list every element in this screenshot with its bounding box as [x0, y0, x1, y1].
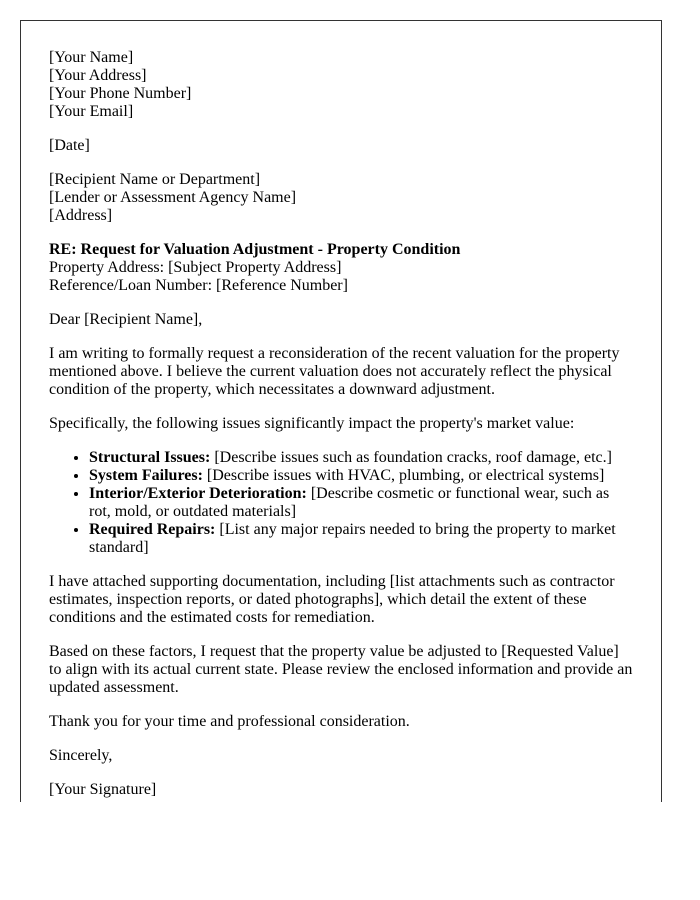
issue-label: Structural Issues:: [89, 449, 211, 466]
issues-lead-paragraph: Specifically, the following issues significantly impact the property's market value:: [49, 415, 575, 432]
documentation-paragraph: I have attached supporting documentation, including [list attachments such as contractor estimates, inspection reports, or dated photographs], which detail the extent of these conditions and the estimated costs for remediation.: [49, 573, 615, 626]
signature: [Your Signature]: [49, 781, 157, 798]
issue-text: [List any major repairs needed to bring the property to market standard]: [89, 521, 616, 556]
issue-item-deterioration: [89, 485, 633, 521]
request-paragraph: Based on these factors, I request that the property value be adjusted to [Requested Value] to align with its actual current state. Please review the enclosed information and provide an updated assessment.: [49, 643, 633, 696]
issue-text: [Describe cosmetic or functional wear, such as rot, mold, or outdated materials]: [89, 485, 610, 520]
salutation: Dear [Recipient Name],: [49, 311, 203, 328]
issue-text: [Describe issues with HVAC, plumbing, or electrical systems]: [202, 467, 605, 484]
sender-address: [Your Address]: [49, 67, 147, 84]
issue-label: Required Repairs:: [89, 521, 216, 538]
issue-text: [Describe issues such as foundation cracks, roof damage, etc.]: [210, 449, 612, 466]
intro-paragraph: I am writing to formally request a reconsideration of the recent valuation for the property mentioned above. I believe the current valuation does not accurately reflect the physical condition of the property, which necessitates a downward adjustment.: [49, 345, 620, 398]
issues-list: [49, 449, 633, 557]
issue-label: System Failures:: [89, 467, 203, 484]
recipient-agency: [Lender or Assessment Agency Name]: [49, 189, 297, 206]
sender-block: [49, 49, 633, 121]
closing: Sincerely,: [49, 747, 113, 764]
sender-email: [Your Email]: [49, 103, 134, 120]
thanks-paragraph: Thank you for your time and professional consideration.: [49, 713, 410, 730]
recipient-name: [Recipient Name or Department]: [49, 171, 261, 188]
sender-phone: [Your Phone Number]: [49, 85, 192, 102]
reference-number-line: Reference/Loan Number: [Reference Number]: [49, 277, 348, 294]
property-address-line: Property Address: [Subject Property Address]: [49, 259, 342, 276]
issue-item-required-repairs: [89, 521, 633, 557]
issue-item-structural: [89, 449, 633, 467]
issue-label: Interior/Exterior Deterioration:: [89, 485, 307, 502]
subject-block: [49, 241, 633, 295]
issue-item-system-failures: [89, 467, 633, 485]
sender-name: [Your Name]: [49, 49, 134, 66]
letter-date: [Date]: [49, 137, 90, 154]
letter-container: [20, 20, 662, 802]
recipient-block: [49, 171, 633, 225]
recipient-address: [Address]: [49, 207, 113, 224]
subject-line: RE: Request for Valuation Adjustment - Property Condition: [49, 241, 461, 258]
